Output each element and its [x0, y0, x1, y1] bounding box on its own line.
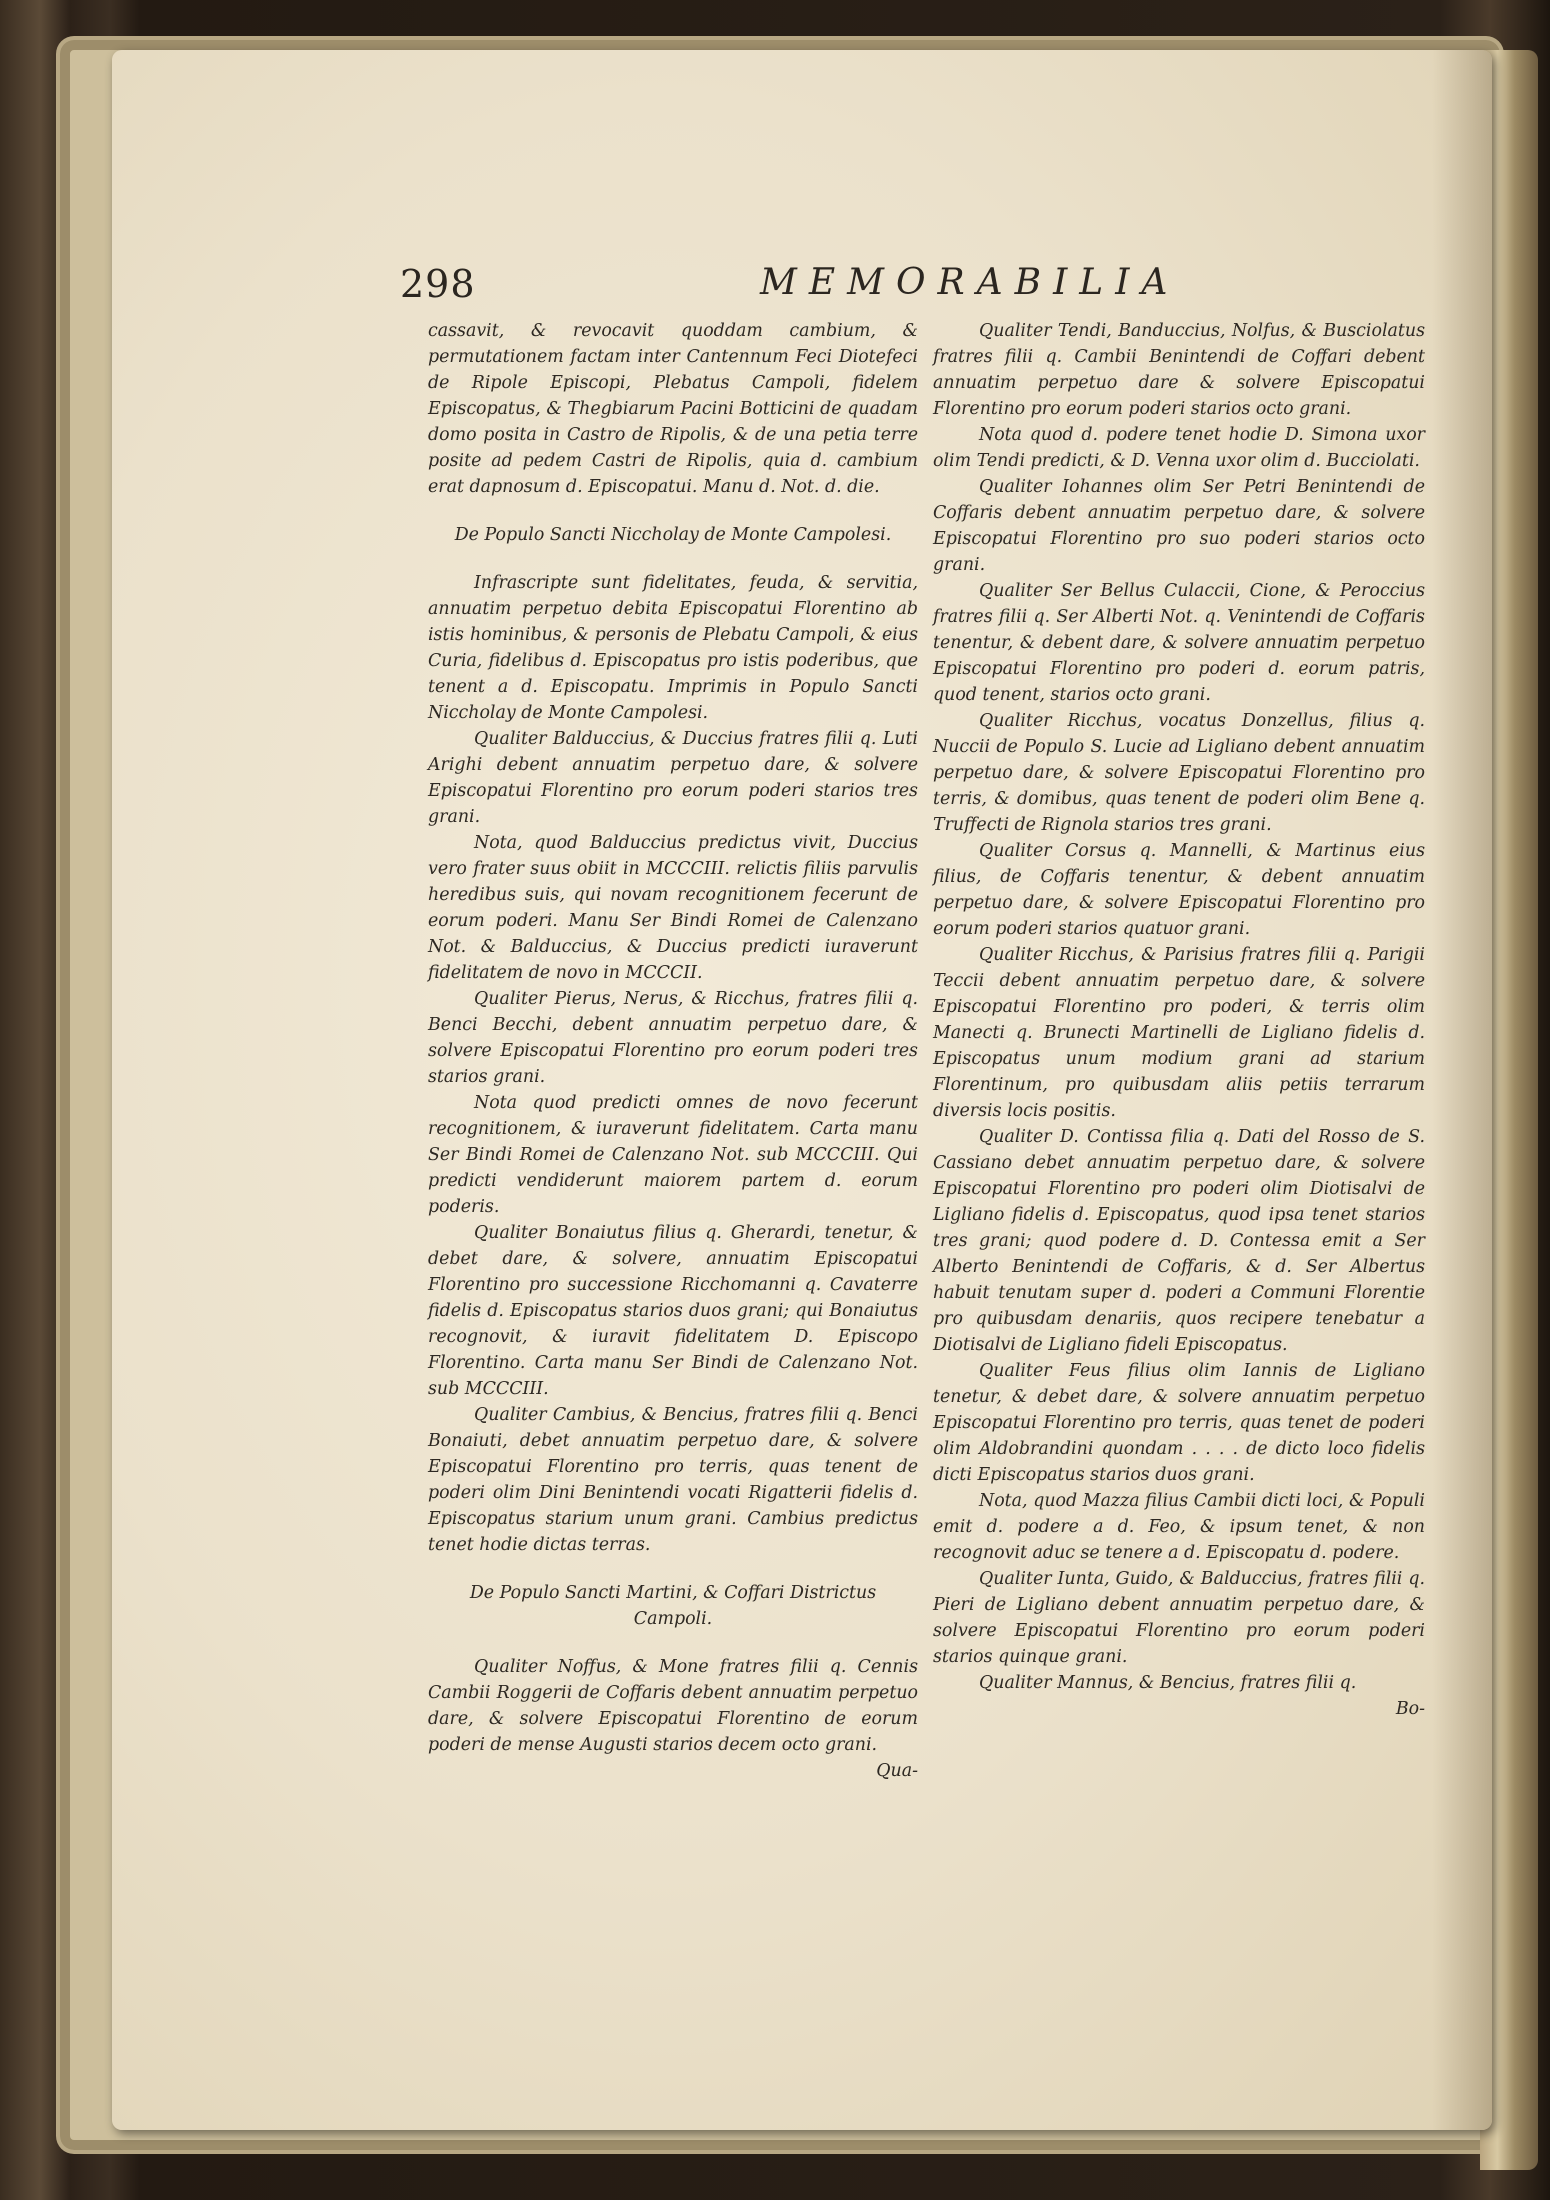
page-number: 298 — [400, 262, 476, 306]
catchword: Qua- — [876, 1761, 918, 1781]
paragraph: Infrascripte sunt fidelitates, feuda, & servitia, annuatim perpetuo debita Episcopatui Florentino ab istis hominibus, & personis de Plebatu Campoli, & eius Curia, fidelibus d. Episcopatus pro istis poderibus, que tenent a d. Episcopatu. Imprimis in Populo Sancti Niccholay de Monte Campolesi. — [428, 573, 918, 723]
paragraph: Qualiter Balduccius, & Duccius fratres filii q. Luti Arighi debent annuatim perpetuo dare, & solvere Episcopatui Florentino pro eorum poderi starios tres grani. — [428, 729, 918, 827]
paragraph: Nota, quod Mazza filius Cambii dicti loci, & Populi emit d. podere a d. Feo, & ipsum tenet, & non recognovit aduc se tenere a d. Episcopatu d. podere. — [933, 1491, 1425, 1563]
paragraph: Qualiter Feus filius olim Iannis de Ligliano tenetur, & debet dare, & solvere annuatim perpetuo Episcopatui Florentino pro terris, quas tenet de poderi olim Aldobrandini quondam . . . . de dicto loco fidelis dicti Episcopatus starios duos grani. — [933, 1361, 1425, 1485]
paragraph: Qualiter Noffus, & Mone fratres filii q. Cennis Cambii Roggerii de Coffaris debent annuatim perpetuo dare, & solvere Episcopatui Florentino de eorum poderi de mense Augusti starios decem octo grani. — [428, 1657, 918, 1755]
paragraph: Qualiter Iunta, Guido, & Balduccius, fratres filii q. Pieri de Ligliano debent annuatim perpetuo dare, & solvere Episcopatui Florentino pro eorum poderi starios quinque grani. — [933, 1569, 1425, 1667]
left-text-column — [428, 318, 918, 1784]
catchword: Bo- — [1395, 1699, 1425, 1719]
paragraph: Qualiter Pierus, Nerus, & Ricchus, fratres filii q. Benci Becchi, debent annuatim perpetuo dare, & solvere Episcopatui Florentino pro eorum poderi tres starios grani. — [428, 989, 918, 1087]
paragraph: cassavit, & revocavit quoddam cambium, & permutationem factam inter Cantennum Feci Diotefeci de Ripole Episcopi, Plebatus Campoli, fidelem Episcopatus, & Thegbiarum Pacini Botticini de quadam domo posita in Castro de Ripolis, & de una petia terre posite ad pedem Castri de Ripolis, quia d. cambium erat dapnosum d. Episcopatui. Manu d. Not. d. die. — [428, 321, 918, 497]
paragraph: Nota quod d. podere tenet hodie D. Simona uxor olim Tendi predicti, & D. Venna uxor olim d. Bucciolati. — [933, 425, 1425, 471]
paragraph: Qualiter Ser Bellus Culaccii, Cione, & Peroccius fratres filii q. Ser Alberti Not. q. Venintendi de Coffaris tenentur, & debent dare, & solvere annuatim perpetuo Episcopatui Florentino pro poderi d. eorum patris, quod tenent, starios octo grani. — [933, 581, 1425, 705]
paragraph: Qualiter Cambius, & Bencius, fratres filii q. Benci Bonaiuti, debet annuatim perpetuo dare, & solvere Episcopatui Florentino pro terris, quas tenent de poderi olim Dini Benintendi vocati Rigatterii fidelis d. Episcopatus starium unum grani. Cambius predictus tenet hodie dictas terras. — [428, 1405, 918, 1555]
paragraph: Qualiter Bonaiutus filius q. Gherardi, tenetur, & debet dare, & solvere, annuatim Episcopatui Florentino pro successione Ricchomanni q. Cavaterre fidelis d. Episcopatus starios duos grani; qui Bonaiutus recognovit, & iuravit fidelitatem D. Episcopo Florentino. Carta manu Ser Bindi de Calenzano Not. sub MCCCIII. — [428, 1223, 918, 1399]
paragraph: Qualiter Iohannes olim Ser Petri Benintendi de Coffaris debent annuatim perpetuo dare, & solvere Episcopatui Florentino pro suo poderi starios octo grani. — [933, 477, 1425, 575]
paragraph: Nota, quod Balduccius predictus vivit, Duccius vero frater suus obiit in MCCCIII. relictis filiis parvulis heredibus suis, qui novam recognitionem fecerunt de eorum poderi. Manu Ser Bindi Romei de Calenzano Not. & Balduccius, & Duccius predicti iuraverunt fidelitatem de novo in MCCCII. — [428, 833, 918, 983]
paragraph: Qualiter Ricchus, vocatus Donzellus, filius q. Nuccii de Populo S. Lucie ad Ligliano debent annuatim perpetuo dare, & solvere Episcopatui Florentino pro terris, & domibus, quas tenent de poderi olim Bene q. Truffecti de Rignola starios tres grani. — [933, 711, 1425, 835]
paragraph: Qualiter Mannus, & Bencius, fratres filii q. — [979, 1673, 1357, 1693]
paragraph: Qualiter Tendi, Banduccius, Nolfus, & Busciolatus fratres filii q. Cambii Benintendi de Coffari debent annuatim perpetuo dare & solvere Episcopatui Florentino pro eorum poderi starios octo grani. — [933, 321, 1425, 419]
paragraph: Qualiter D. Contissa filia q. Dati del Rosso de S. Cassiano debet annuatim perpetuo dare, & solvere Episcopatui Florentino pro poderi olim Diotisalvi de Ligliano fidelis d. Episcopatus, quod ipsa tenet starios tres grani; quod podere d. D. Contessa emit a Ser Alberto Benintendi de Coffaris, & d. Ser Albertus habuit tenutam super d. poderi a Communi Florentie pro quibusdam denariis, quos recipere tenebatur a Diotisalvi de Ligliano fideli Episcopatus. — [933, 1127, 1425, 1355]
paragraph: Nota quod predicti omnes de novo fecerunt recognitionem, & iuraverunt fidelitatem. Carta manu Ser Bindi Romei de Calenzano Not. sub MCCCIII. Qui predicti vendiderunt maiorem partem d. eorum poderis. — [428, 1093, 918, 1217]
section-heading: De Populo Sancti Niccholay de Monte Campolesi. — [454, 525, 892, 545]
running-head: MEMORABILIA — [760, 262, 1180, 303]
right-text-column — [933, 318, 1425, 1722]
section-heading: De Populo Sancti Martini, & Coffari Districtus Campoli. — [469, 1583, 877, 1629]
paragraph: Qualiter Corsus q. Mannelli, & Martinus eius filius, de Coffaris tenentur, & debent annuatim perpetuo dare, & solvere Episcopatui Florentino pro eorum poderi starios quatuor grani. — [933, 841, 1425, 939]
paragraph: Qualiter Ricchus, & Parisius fratres filii q. Parigii Teccii debent annuatim perpetuo dare, & solvere Episcopatui Florentino pro poderi, & terris olim Manecti q. Brunecti Martinelli de Ligliano fidelis d. Episcopatus unum modium grani ad starium Florentinum, pro quibusdam aliis petiis terrarum diversis locis positis. — [933, 945, 1425, 1121]
